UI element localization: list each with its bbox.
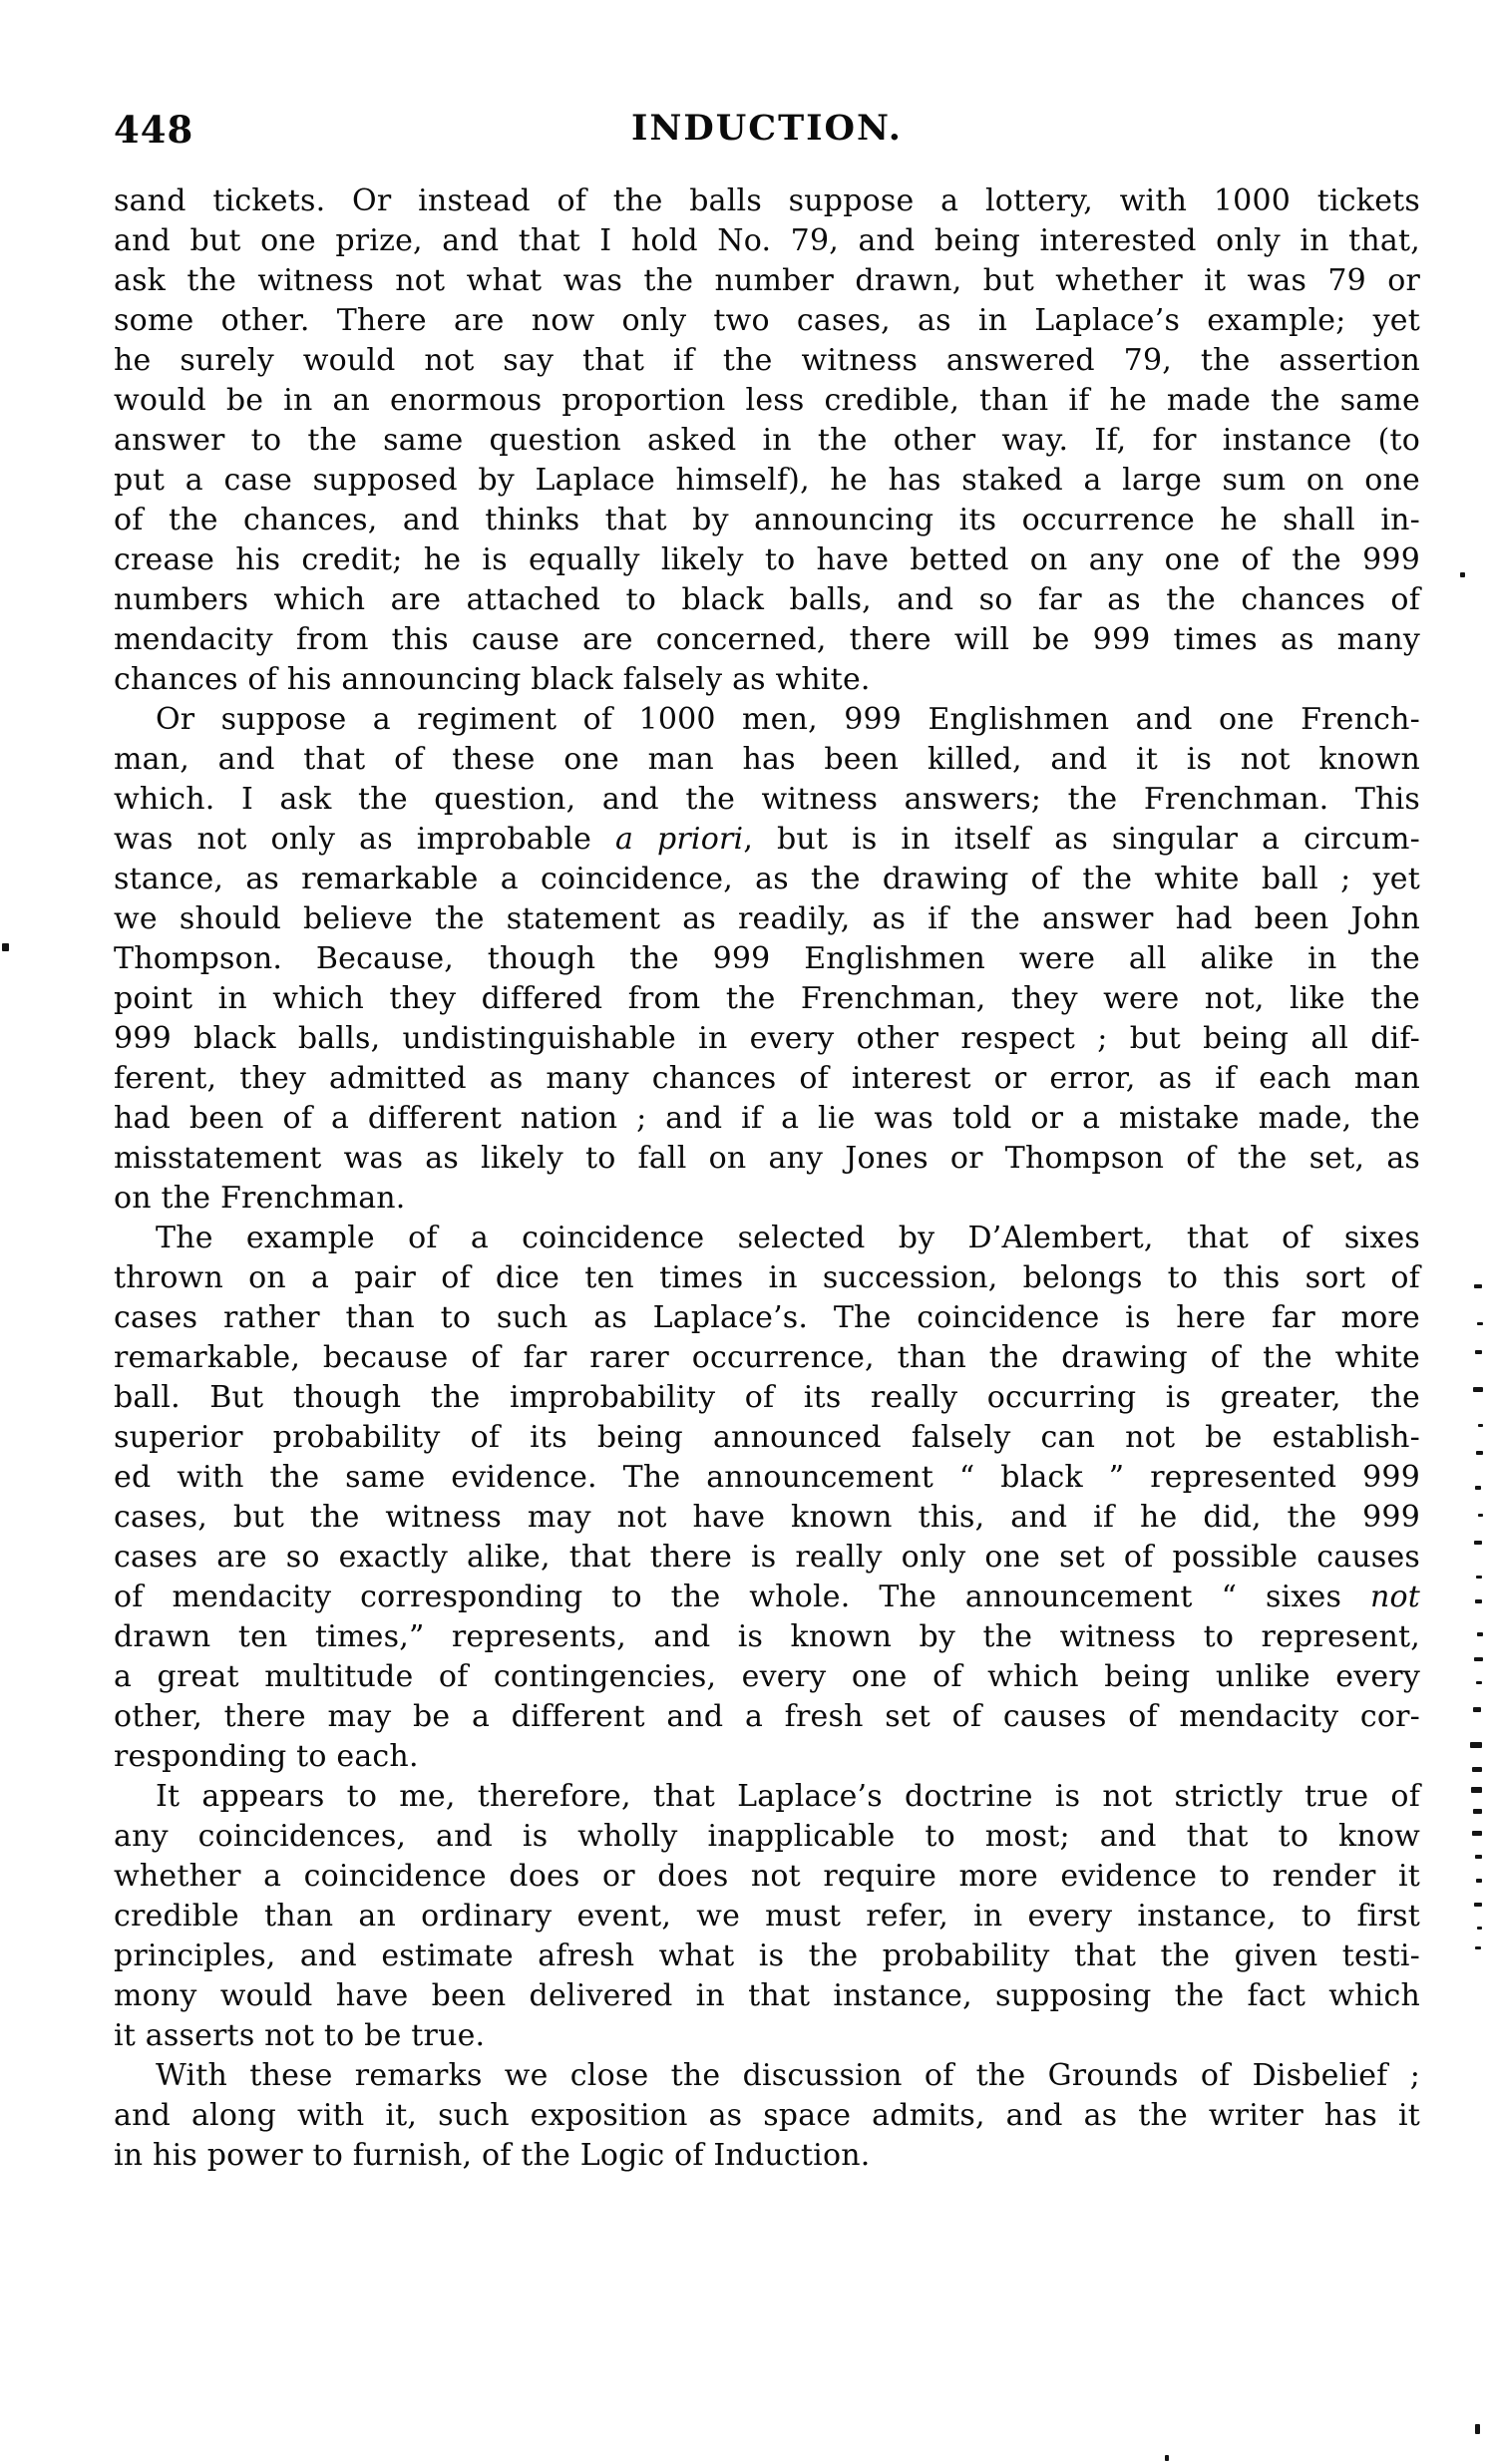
text-line: was not only as improbable a priori, but is in itself as singular a circum- [114,822,1420,857]
text-line: cases rather than to such as Laplace’s. The coincidence is here far more [114,1300,1420,1335]
text-line: remarkable, because of far rarer occurrence, than the drawing of the white [114,1340,1420,1375]
scan-speck [1475,2424,1480,2434]
scan-speck [1475,1486,1481,1490]
text-line: it asserts not to be true. [114,2018,486,2053]
text-line: of mendacity corresponding to the whole. The announcement “ sixes not [114,1580,1420,1614]
text-line: he surely would not say that if the witness answered 79, the assertion [114,343,1420,378]
scan-speck [1475,1946,1481,1949]
text-line: stance, as remarkable a coincidence, as the drawing of the white ball ; yet [114,862,1420,896]
scan-speck [1165,2455,1169,2461]
text-line: other, there may be a different and a fresh set of causes of mendacity cor- [114,1699,1420,1734]
paragraph [114,1219,1420,1777]
text-line: answer to the same question asked in the other way. If, for instance (to [114,423,1420,458]
scan-speck [1476,1879,1482,1883]
running-head [114,108,1420,150]
text-line: on the Frenchman. [114,1181,406,1216]
text-line: drawn ten times,” represents, and is known by the witness to represent, [114,1619,1420,1654]
scan-speck [1476,1576,1482,1579]
text-line: any coincidences, and is wholly inapplicable to most; and that to know [114,1819,1420,1854]
scan-speck [1474,1903,1482,1907]
text-line: ball. But though the improbability of its really occurring is greater, the [114,1380,1420,1415]
text-line: With these remarks we close the discussion of the Grounds of Disbelief ; [156,2058,1420,2093]
text-line: The example of a coincidence selected by D’Alembert, that of sixes [156,1221,1420,1255]
text-line: chances of his announcing black falsely as white. [114,662,871,697]
text-line: we should believe the statement as readily, as if the answer had been John [114,901,1420,936]
text-line: crease his credit; he is equally likely to have betted on any one of the 999 [114,542,1420,577]
scan-speck [1476,1681,1482,1684]
text-line: put a case supposed by Laplace himself), he has staked a large sum on one [114,463,1420,498]
text-line: 999 black balls, undistinguishable in every other respect ; but being all dif- [114,1021,1420,1056]
text-line: thrown on a pair of dice ten times in succession, belongs to this sort of [114,1260,1420,1295]
scan-speck [1475,1599,1482,1603]
text-line: responding to each. [114,1739,419,1774]
scan-speck [1473,1387,1483,1392]
paragraph [114,1777,1420,2056]
scan-speck [2,943,9,951]
scan-speck [1472,1767,1482,1772]
scan-speck [1471,1787,1482,1793]
text-line: superior probability of its being announced falsely can not be establish- [114,1420,1420,1455]
text-line: which. I ask the question, and the witness answers; the Frenchman. This [114,782,1420,817]
scan-speck [1477,1322,1483,1325]
running-title: INDUCTION. [631,108,903,149]
text-line: would be in an enormous proportion less credible, than if he made the same [114,383,1420,418]
text-line: some other. There are now only two cases, as in Laplace’s example; yet [114,303,1420,338]
scan-speck [1473,1707,1481,1712]
scan-speck [1474,1541,1482,1545]
scan-speck [1478,1424,1483,1427]
text-line: of the chances, and thinks that by announcing its occurrence he shall in- [114,503,1420,537]
text-line: sand tickets. Or instead of the balls suppose a lottery, with 1000 tickets [114,183,1420,218]
text-line: cases, but the witness may not have known this, and if he did, the 999 [114,1500,1420,1535]
paragraph [114,700,1420,1219]
scan-speck [1474,1657,1483,1661]
text-line: Or suppose a regiment of 1000 men, 999 Englishmen and one French- [156,702,1420,737]
scan-speck [1460,572,1465,577]
paragraph [114,2056,1420,2176]
text-line: principles, and estimate afresh what is the probability that the given testi- [114,1938,1420,1973]
text-line: whether a coincidence does or does not require more evidence to render it [114,1859,1420,1894]
text-line: a great multitude of contingencies, every one of which being unlike every [114,1659,1420,1694]
scan-speck [1475,1350,1482,1354]
text-line: and along with it, such exposition as space admits, and as the writer has it [114,2098,1420,2133]
text-line: mendacity from this cause are concerned, there will be 999 times as many [114,622,1420,657]
text-line: credible than an ordinary event, we must refer, in every instance, to first [114,1899,1420,1934]
text-line: in his power to furnish, of the Logic of Induction. [114,2138,871,2173]
scan-speck [1477,1632,1483,1636]
scan-speck [1477,1927,1482,1930]
text-line: mony would have been delivered in that instance, supposing the fact which [114,1978,1420,2013]
text-line: man, and that of these one man has been killed, and it is not known [114,742,1420,777]
scan-speck [1470,1742,1482,1748]
text-line: had been of a different nation ; and if a lie was told or a mistake made, the [114,1101,1420,1136]
scan-speck [1472,1831,1482,1836]
scan-speck [1473,1809,1482,1814]
page-number: 448 [114,108,194,152]
text-line: and but one prize, and that I hold No. 79, and being interested only in that, [114,223,1420,258]
scan-speck [1474,1284,1482,1288]
text-line: point in which they differed from the Frenchman, they were not, like the [114,981,1420,1016]
text-line: Thompson. Because, though the 999 Englishmen were all alike in the [114,941,1420,976]
paragraph [114,181,1420,700]
text-block [114,181,1420,2176]
text-line: ask the witness not what was the number drawn, but whether it was 79 or [114,263,1420,298]
text-line: misstatement was as likely to fall on any Jones or Thompson of the set, as [114,1141,1420,1176]
text-line: ed with the same evidence. The announcement “ black ” represented 999 [114,1460,1420,1495]
text-line: It appears to me, therefore, that Laplace’s doctrine is not strictly true of [156,1779,1420,1814]
scan-speck [1475,1855,1482,1859]
scan-speck [1476,1451,1483,1455]
scan-speck [1478,1514,1483,1517]
text-line: numbers which are attached to black balls, and so far as the chances of [114,582,1420,617]
text-line: cases are so exactly alike, that there is really only one set of possible causes [114,1540,1420,1575]
text-line: ferent, they admitted as many chances of interest or error, as if each man [114,1061,1420,1096]
